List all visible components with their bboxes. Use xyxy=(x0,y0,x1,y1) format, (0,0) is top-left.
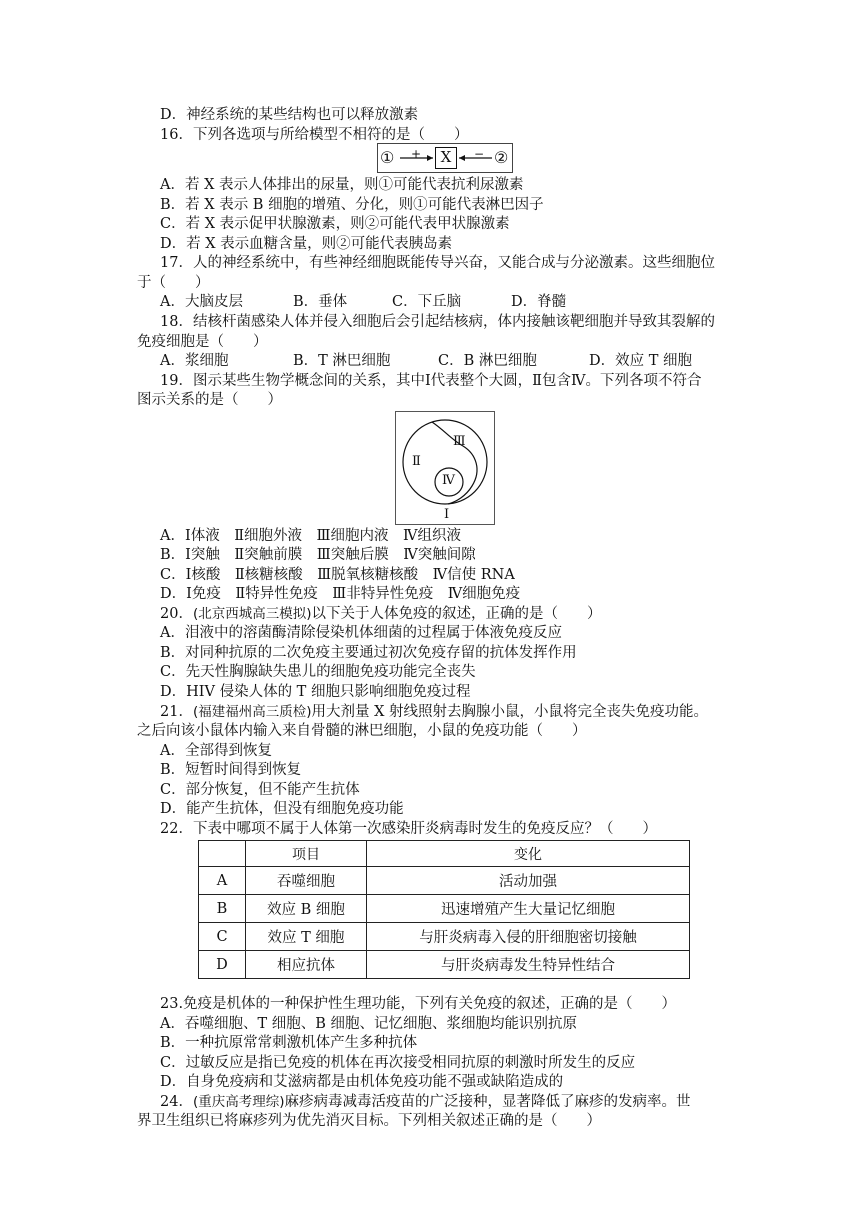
table-cell: 吞噬细胞 xyxy=(246,867,367,895)
q23-stem: 23.免疫是机体的一种保护性生理功能，下列有关免疫的叙述，正确的是（ ） xyxy=(160,996,677,1012)
q24-text: 麻疹病毒减毒活疫苗的广泛接种，显著降低了麻疹的发病率。世 xyxy=(284,1094,691,1110)
q19-option-a: A．Ⅰ体液 Ⅱ细胞外液 Ⅲ细胞内液 Ⅳ组织液 xyxy=(160,528,462,544)
q16-option-b: B．若 X 表示 B 细胞的增殖、分化，则①可能代表淋巴因子 xyxy=(160,197,544,213)
q21-number: 21． xyxy=(160,704,193,720)
q23-option-b: B．一种抗原常常刺激机体产生多种抗体 xyxy=(160,1035,418,1051)
model-minus-sign: − xyxy=(474,147,485,161)
table-cell: 与肝炎病毒入侵的肝细胞密切接触 xyxy=(367,923,690,951)
q24-source: (重庆高考理综) xyxy=(192,1094,285,1110)
q22-stem: 22．下表中哪项不属于人体第一次感染肝炎病毒时发生的免疫反应？（ ） xyxy=(160,821,657,837)
q21-stem-line2: 之后向该小鼠体内输入来自骨髓的淋巴细胞，小鼠的免疫功能（ ） xyxy=(137,723,587,739)
model-node-2: ② xyxy=(494,148,509,167)
q19-option-c: C．Ⅰ核酸 Ⅱ核糖核酸 Ⅲ脱氧核糖核酸 Ⅳ信使 RNA xyxy=(160,567,515,583)
q24-stem-line2: 界卫生组织已将麻疹列为优先消灭目标。下列相关叙述正确的是（ ） xyxy=(137,1113,601,1129)
q21-option-c: C．部分恢复，但不能产生抗体 xyxy=(160,782,360,798)
q16-option-c: C．若 X 表示促甲状腺激素，则②可能代表甲状腺激素 xyxy=(160,216,510,232)
q19-option-d: D．Ⅰ免疫 Ⅱ特异性免疫 Ⅲ非特异性免疫 Ⅳ细胞免疫 xyxy=(160,586,521,602)
q24-stem-line1 xyxy=(160,1092,691,1112)
q20-text: 以下关于人体免疫的叙述，正确的是（ ） xyxy=(311,606,602,622)
table-header-cell: 变化 xyxy=(367,841,690,867)
q20-option-b: B．对同种抗原的二次免疫主要通过初次免疫存留的抗体发挥作用 xyxy=(160,645,577,661)
table-header-cell xyxy=(199,841,246,867)
q22-table xyxy=(198,840,690,979)
q24-number: 24． xyxy=(160,1094,193,1110)
q21-option-b: B．短暂时间得到恢复 xyxy=(160,762,302,778)
table-cell: 效应 B 细胞 xyxy=(246,895,367,923)
table-cell: B xyxy=(199,895,246,923)
table-cell: 与肝炎病毒发生特异性结合 xyxy=(367,951,690,979)
q17-option-c: C．下丘脑 xyxy=(392,294,462,310)
table-cell: 迅速增殖产生大量记忆细胞 xyxy=(367,895,690,923)
q16-model-diagram xyxy=(377,143,513,173)
q20-option-c: C．先天性胸腺缺失患儿的细胞免疫功能完全丧失 xyxy=(160,664,476,680)
q21-text: 用大剂量 X 射线照射去胸腺小鼠，小鼠将完全丧失免疫功能。 xyxy=(311,704,709,720)
table-cell: A xyxy=(199,867,246,895)
q19-stem-line1: 19．图示某些生物学概念间的关系，其中Ⅰ代表整个大圆，Ⅱ包含Ⅳ。下列各项不符合 xyxy=(160,373,702,389)
q23-option-d: D．自身免疫病和艾滋病都是由机体免疫功能不强或缺陷造成的 xyxy=(160,1074,564,1090)
table-cell: D xyxy=(199,951,246,979)
q18-stem-line2: 免疫细胞是（ ） xyxy=(137,334,268,350)
venn-label-ii: Ⅱ xyxy=(412,454,421,469)
q21-option-d: D．能产生抗体，但没有细胞免疫功能 xyxy=(160,801,404,817)
model-x-box: X xyxy=(435,147,457,169)
q20-stem xyxy=(160,604,602,624)
q20-option-d: D．HIV 侵染人体的 T 细胞只影响细胞免疫过程 xyxy=(160,684,471,700)
q21-option-a: A．全部得到恢复 xyxy=(160,743,272,759)
q23-option-c: C．过敏反应是指已免疫的机体在再次接受相同抗原的刺激时所发生的反应 xyxy=(160,1055,636,1071)
q17-option-a: A．大脑皮层 xyxy=(160,294,243,310)
q21-source: (福建福州高三质检) xyxy=(192,704,312,720)
q16-option-d: D．若 X 表示血糖含量，则②可能代表胰岛素 xyxy=(160,236,453,252)
table-cell: 活动加强 xyxy=(367,867,690,895)
venn-label-iv: Ⅳ xyxy=(442,473,455,488)
q17-option-b: B．垂体 xyxy=(293,294,348,310)
model-node-1: ① xyxy=(380,148,395,167)
venn-label-iii: Ⅲ xyxy=(453,434,466,449)
q20-number: 20． xyxy=(160,606,193,622)
q16-stem: 16．下列各选项与所给模型不相符的是（ ） xyxy=(160,127,469,143)
q18-option-d: D．效应 T 细胞 xyxy=(589,353,693,369)
q20-source: (北京西城高三模拟) xyxy=(192,606,312,622)
q16-option-a: A．若 X 表示人体排出的尿量，则①可能代表抗利尿激素 xyxy=(160,177,524,193)
table-cell: 相应抗体 xyxy=(246,951,367,979)
q19-stem-line2: 图示关系的是（ ） xyxy=(137,392,282,408)
table-cell: C xyxy=(199,923,246,951)
model-plus-sign: + xyxy=(411,147,422,161)
q18-option-a: A．浆细胞 xyxy=(160,353,229,369)
q18-option-c: C．B 淋巴细胞 xyxy=(438,353,537,369)
table-row xyxy=(199,923,690,951)
table-header-cell: 项目 xyxy=(246,841,367,867)
q18-option-b: B．T 淋巴细胞 xyxy=(293,353,391,369)
q20-option-a: A．泪液中的溶菌酶清除侵染机体细菌的过程属于体液免疫反应 xyxy=(160,625,562,641)
table-row xyxy=(199,895,690,923)
q15-option-d: D．神经系统的某些结构也可以释放激素 xyxy=(160,107,419,123)
q21-stem-line1 xyxy=(160,702,708,722)
q19-option-b: B．Ⅰ突触 Ⅱ突触前膜 Ⅲ突触后膜 Ⅳ突触间隙 xyxy=(160,547,476,563)
table-header-row xyxy=(199,841,690,867)
q23-option-a: A．吞噬细胞、T 细胞、B 细胞、记忆细胞、浆细胞均能识别抗原 xyxy=(160,1016,578,1032)
table-row xyxy=(199,867,690,895)
table-row xyxy=(199,951,690,979)
venn-label-i: Ⅰ xyxy=(444,507,450,522)
table-cell: 效应 T 细胞 xyxy=(246,923,367,951)
q17-stem-line2: 于（ ） xyxy=(137,275,210,291)
q18-stem-line1: 18．结核杆菌感染人体并侵入细胞后会引起结核病，体内接触该靶细胞并导致其裂解的 xyxy=(160,314,715,330)
q19-venn-diagram xyxy=(395,411,495,525)
q17-option-d: D．脊髓 xyxy=(511,294,567,310)
q17-stem-line1: 17．人的神经系统中，有些神经细胞既能传导兴奋，又能合成与分泌激素。这些细胞位 xyxy=(160,255,715,271)
